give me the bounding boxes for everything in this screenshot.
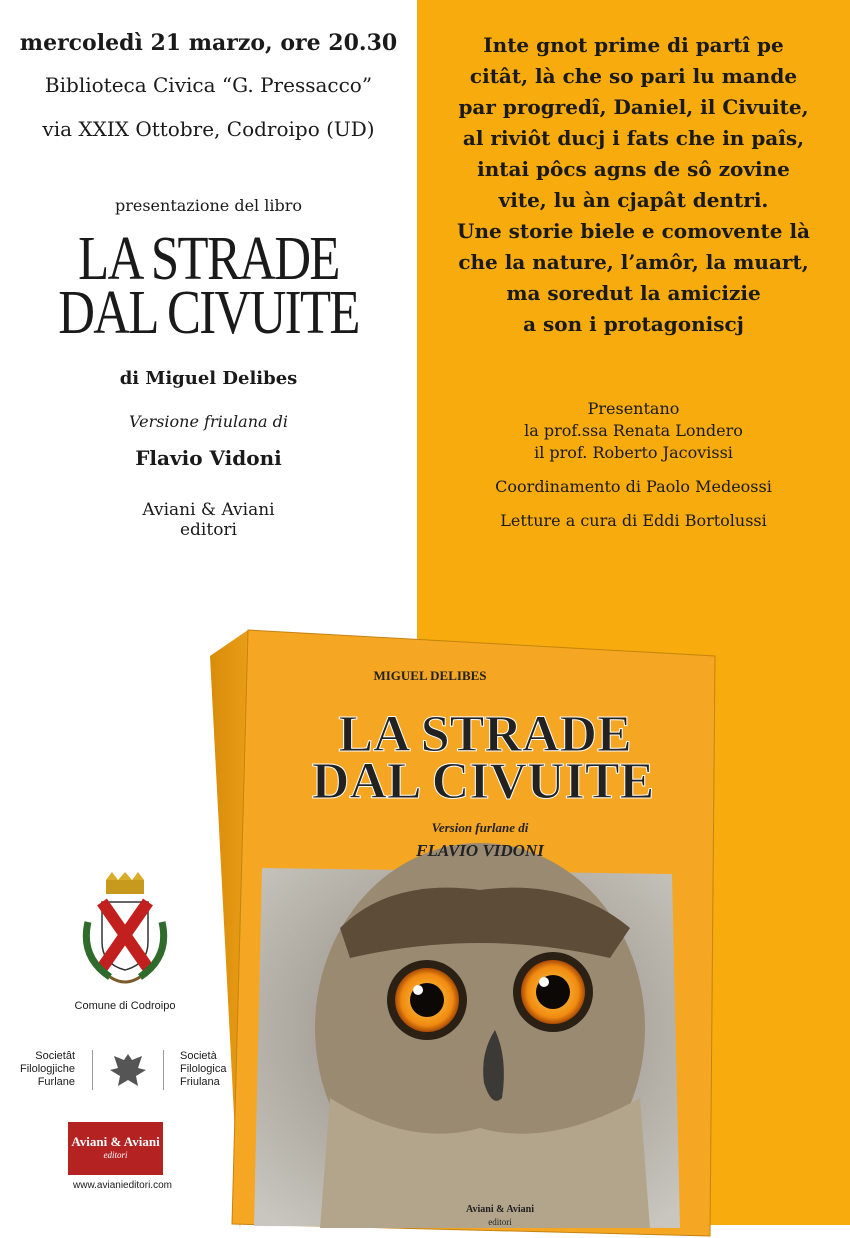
society-line: Filologica (180, 1063, 227, 1075)
book-title-line2: DAL CIVUITE (58, 279, 359, 347)
comune-label: Comune di Codroipo (74, 1000, 176, 1012)
divider (163, 1050, 164, 1090)
quote-line: vite, lu àn cjapât dentri. (498, 188, 769, 212)
eagle-icon (108, 1048, 148, 1090)
society-line: Friulana (180, 1076, 220, 1088)
cover-author: MIGUEL DELIBES (373, 668, 487, 683)
presentation-label: presentazione del libro (114, 196, 303, 215)
society-name-furlan (20, 1050, 75, 1089)
book-title (38, 225, 380, 347)
publisher-website: www.avianieditori.com (73, 1180, 172, 1191)
codroipo-coat-of-arms-icon (70, 872, 180, 997)
publisher-line1: Aviani & Aviani (142, 500, 275, 520)
quote-line: che la nature, l’amôr, la muart, (458, 250, 809, 274)
speaker-2: il prof. Roberto Jacovissi (534, 443, 733, 462)
society-line: Societât (35, 1050, 75, 1062)
credits (417, 398, 850, 532)
event-address: via XXIX Ottobre, Codroipo (UD) (42, 117, 375, 141)
version-label: Versione friulana di (129, 412, 288, 431)
quote-line: Inte gnot prime di partî pe (483, 33, 784, 57)
cover-title-line1: LA STRADE (338, 706, 632, 763)
synopsis-quote (417, 30, 850, 340)
coordination: Coordinamento di Paolo Medeossi (495, 477, 772, 496)
translator-name: Flavio Vidoni (135, 446, 282, 470)
speaker-1: la prof.ssa Renata Londero (524, 421, 743, 440)
cover-title-line2: DAL CIVUITE (311, 753, 655, 810)
presentano-label: Presentano (587, 399, 680, 418)
event-venue: Biblioteca Civica “G. Pressacco” (44, 73, 373, 97)
society-name-italian (180, 1050, 250, 1089)
cover-version-label: Version furlane di (431, 820, 529, 835)
event-date: mercoledì 21 marzo, ore 20.30 (19, 30, 398, 56)
book-cover-image (210, 628, 720, 1238)
quote-line: al riviôt ducj i fats che in paîs, (462, 126, 805, 150)
book-title-line1: LA STRADE (78, 225, 339, 293)
quote-line: ma soredut la amicizie (506, 281, 761, 305)
book-author: di Miguel Delibes (119, 368, 298, 389)
quote-line: a son i protagoniscj (523, 312, 744, 336)
cover-translator: FLAVIO VIDONI (416, 841, 544, 860)
quote-line: citât, là che so pari lu mande (469, 64, 798, 88)
cover-publisher-line2: editori (488, 1217, 512, 1227)
aviani-logo-line2: editori (103, 1150, 128, 1160)
society-line: Società (180, 1050, 217, 1062)
quote-line: Une storie biele e comovente là (457, 219, 810, 243)
publisher (0, 500, 417, 540)
readings: Letture a cura di Eddi Bortolussi (500, 511, 767, 530)
society-line: Filologjiche (20, 1063, 76, 1075)
cover-publisher-line1: Aviani & Aviani (466, 1204, 534, 1215)
society-line: Furlane (37, 1076, 75, 1088)
quote-line: par progredî, Daniel, il Civuite, (458, 95, 809, 119)
aviani-logo-line1: Aviani & Aviani (71, 1134, 160, 1149)
quote-line: intai pôcs agns de sô zovine (477, 157, 790, 181)
publisher-line2: editori (179, 520, 237, 540)
divider (92, 1050, 93, 1090)
aviani-publisher-logo (68, 1122, 163, 1175)
